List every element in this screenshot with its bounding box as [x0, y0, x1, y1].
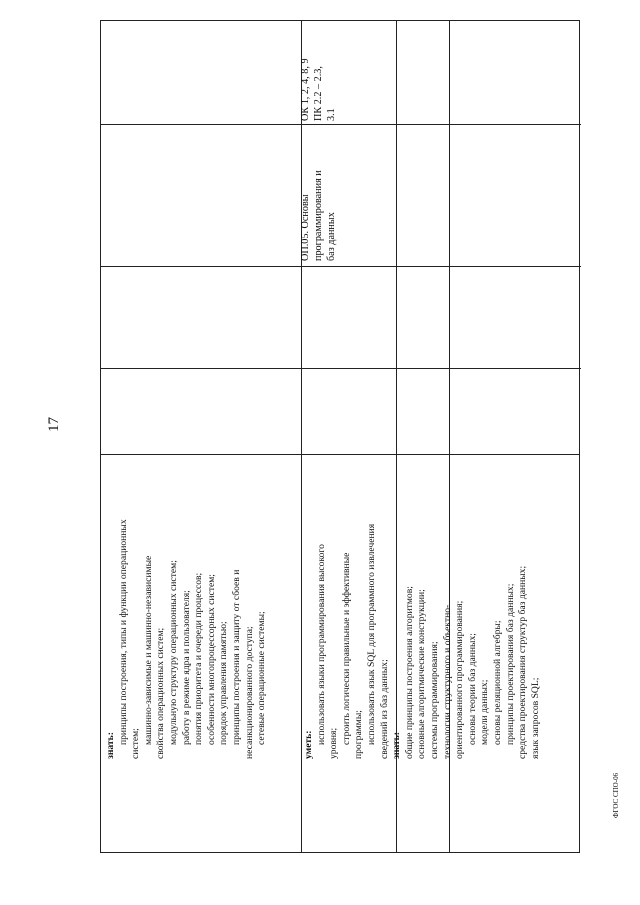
list-item: модели данных; [479, 679, 491, 745]
knowledge-heading: знать: [391, 732, 403, 759]
discipline-line: программирования и [313, 170, 324, 261]
list-item: сведений из баз данных; [378, 659, 390, 759]
list-item: использовать язык SQL для программного извлечения [365, 523, 377, 745]
list-item: средства проектирования структур баз данных; [517, 565, 529, 759]
list-item: понятия приоритета и очереди процессов; [193, 572, 205, 745]
table-row-divider [301, 21, 302, 852]
discipline-name [299, 170, 338, 261]
list-item: основы теории баз данных; [466, 633, 478, 745]
competency-table [100, 20, 580, 853]
table-col-divider [301, 266, 581, 267]
list-item: работу в режиме ядра и пользователя; [180, 590, 192, 745]
table-col-divider [301, 124, 581, 125]
table-col-divider [101, 454, 579, 455]
footer-code: ФГОС СПО-06 [612, 772, 620, 818]
knowledge-heading: знать: [105, 732, 116, 759]
list-item: программы; [353, 710, 365, 759]
list-item: уровня; [328, 727, 340, 759]
skills-and-knowledge-programming [303, 524, 542, 759]
list-item: строить логически правильные и эффективные [340, 552, 352, 745]
list-item: язык запросов SQL; [529, 677, 541, 759]
knowledge-block-os [105, 519, 269, 759]
list-item: сетевые операционные системы; [256, 611, 268, 745]
list-item: ориентированного программирования; [454, 600, 466, 759]
list-item: несанкционированного доступа; [243, 626, 255, 759]
page-number: 17 [46, 417, 62, 432]
list-item: принципы построения, типы и функции операционных [117, 519, 129, 745]
table-col-divider [101, 368, 301, 369]
discipline-line: баз данных [326, 212, 337, 261]
list-item: свойства операционных систем; [155, 627, 167, 759]
competency-line: ПК 2.2 – 2.3, [313, 66, 324, 121]
discipline-line: ОП.05. Основы [300, 194, 311, 261]
skills-heading: уметь: [303, 730, 314, 759]
list-item: порядок управления памятью; [218, 621, 230, 745]
list-item: особенности многопроцессорных систем; [205, 574, 217, 745]
table-col-divider [101, 266, 301, 267]
list-item: машинно-зависимые и машинно-независимые [142, 555, 154, 745]
table-col-divider [101, 124, 301, 125]
list-item: систем; [130, 728, 142, 759]
table-col-divider [301, 368, 581, 369]
list-item: основы реляционной алгебры; [491, 620, 503, 745]
competency-line: 3.1 [326, 108, 337, 121]
competency-line: ОК 1, 2, 4, 8, 9 [300, 58, 311, 121]
list-item: принципы проектирования баз данных; [504, 583, 516, 745]
list-item: принципы построения и защиту от сбоев и [230, 569, 242, 745]
list-item: модульную структуру операционных систем; [167, 560, 179, 745]
list-item: системы программирования; [428, 641, 440, 759]
list-item: общие принципы построения алгоритмов; [403, 586, 415, 759]
competency-codes [299, 58, 338, 121]
list-item: технологии структурного и объектно- [441, 604, 453, 759]
list-item: использовать языки программирования высокого [315, 544, 327, 745]
list-item: основные алгоритмические конструкции; [416, 589, 428, 759]
